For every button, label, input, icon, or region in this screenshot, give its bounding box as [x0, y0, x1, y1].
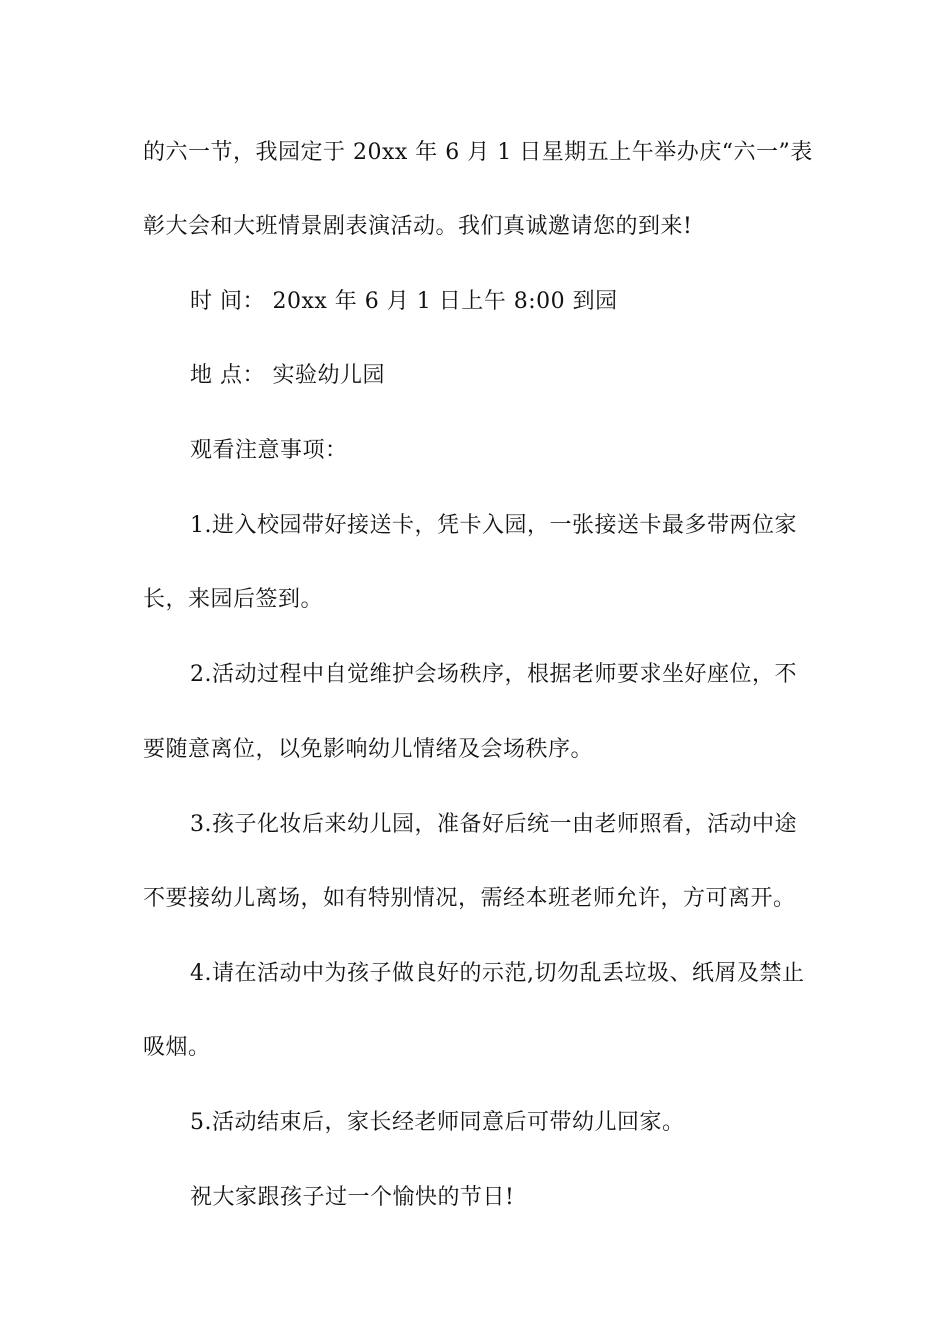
note-1-line-1: 1.进入校园带好接送卡，凭卡入园，一张接送卡最多带两位家 [190, 513, 797, 538]
note-3-line-2: 不要接幼儿离场，如有特别情况，需经本班老师允许，方可离开。 [143, 886, 796, 911]
note-1-line-2: 长，来园后签到。 [143, 587, 324, 612]
closing-wish: 祝大家跟孩子过一个愉快的节日! [190, 1185, 515, 1210]
note-2-line-1: 2.活动过程中自觉维护会场秩序，根据老师要求坐好座位，不 [190, 662, 797, 687]
note-3-line-1: 3.孩子化妆后来幼儿园，准备好后统一由老师照看，活动中途 [190, 812, 797, 837]
notes-heading: 观看注意事项： [190, 438, 348, 463]
paragraph-intro-line-2: 彰大会和大班情景剧表演活动。我们真诚邀请您的到来! [143, 214, 693, 239]
event-location: 地 点： 实验幼儿园 [190, 363, 385, 388]
note-5: 5.活动结束后，家长经老师同意后可带幼儿回家。 [190, 1110, 685, 1135]
note-4-line-1: 4.请在活动中为孩子做良好的示范,切勿乱丢垃圾、纸屑及禁止 [190, 961, 805, 986]
note-4-line-2: 吸烟。 [143, 1035, 211, 1060]
paragraph-intro-line-1: 的六一节，我园定于 20xx 年 6 月 1 日星期五上午举办庆“六一”表 [143, 140, 813, 165]
note-2-line-2: 要随意离位，以免影响幼儿情绪及会场秩序。 [143, 737, 594, 762]
event-time: 时 间： 20xx 年 6 月 1 日上午 8:00 到园 [190, 289, 618, 314]
